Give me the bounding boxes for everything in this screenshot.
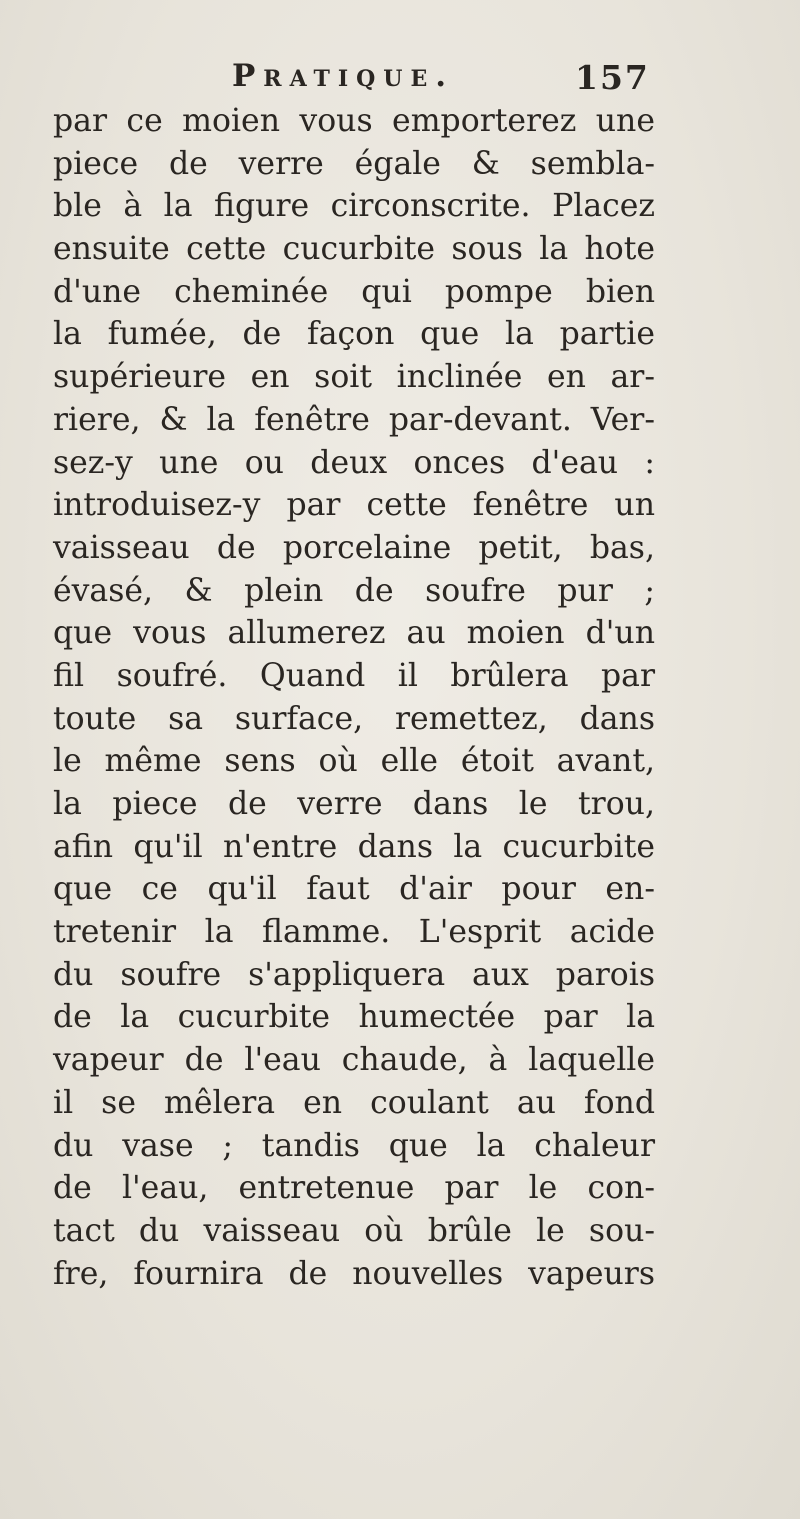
text-line: de la cucurbite humectée par la	[53, 999, 655, 1036]
text-line: d'une cheminée qui pompe bien	[53, 273, 655, 310]
body-text	[53, 100, 655, 1295]
text-line: introduisez-y par cette fenêtre un	[53, 487, 655, 524]
text-line: afin qu'il n'entre dans la cucurbite	[53, 828, 655, 865]
text-line: que vous allumerez au moien d'un	[53, 615, 655, 652]
text-line: il se mêlera en coulant au fond	[53, 1084, 655, 1121]
text-line: vaisseau de porcelaine petit, bas,	[53, 529, 655, 566]
text-line: supérieure en soit inclinée en ar-	[53, 359, 655, 396]
text-line: évasé, & plein de soufre pur ;	[53, 572, 655, 609]
text-line: tact du vaisseau où brûle le sou-	[53, 1212, 655, 1249]
text-line: le même sens où elle étoit avant,	[53, 743, 655, 780]
running-title: Pratique.	[232, 58, 455, 94]
text-line: la piece de verre dans le trou,	[53, 786, 655, 822]
text-line: toute sa surface, remettez, dans	[53, 700, 655, 737]
text-line: sez-y une ou deux onces d'eau :	[53, 444, 655, 481]
text-line: piece de verre égale & sembla-	[53, 145, 655, 182]
text-line: de l'eau, entretenue par le con-	[53, 1170, 655, 1207]
page-header	[0, 58, 800, 102]
text-line: riere, & la fenêtre par-devant. Ver-	[53, 401, 655, 438]
text-line: ensuite cette cucurbite sous la hote	[53, 231, 655, 268]
text-line: par ce moien vous emporterez une	[53, 103, 655, 139]
text-line: tretenir la flamme. L'esprit acide	[53, 914, 655, 951]
text-line: fre, fournira de nouvelles vapeurs	[53, 1255, 655, 1292]
text-line: du vase ; tandis que la chaleur	[53, 1127, 655, 1164]
text-line: la fumée, de façon que la partie	[53, 316, 655, 353]
text-line: du soufre s'appliquera aux parois	[53, 956, 655, 993]
text-line: que ce qu'il faut d'air pour en-	[53, 871, 655, 908]
text-line: vapeur de l'eau chaude, à laquelle	[53, 1042, 655, 1079]
text-line: ble à la figure circonscrite. Placez	[53, 188, 655, 225]
page-number: 157	[575, 58, 650, 97]
text-line: fil soufré. Quand il brûlera par	[53, 657, 655, 694]
